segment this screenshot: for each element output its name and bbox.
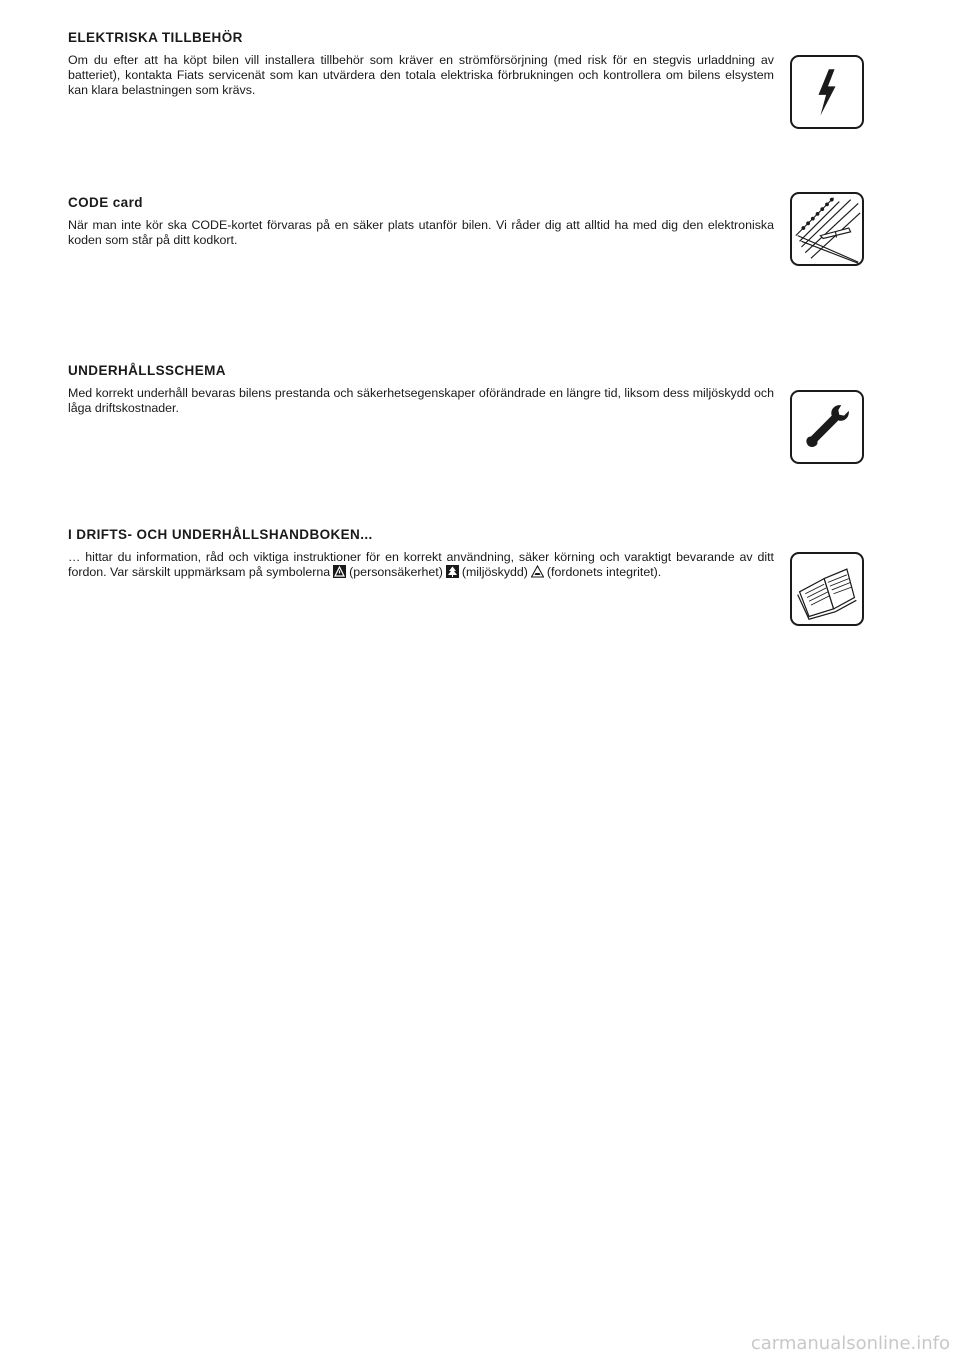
person-safety-icon [333, 565, 346, 578]
text-handbook-part-3: (miljöskydd) [461, 565, 528, 580]
section-code-card [68, 194, 774, 248]
heading-maintenance: UNDERHÅLLSSCHEMA [68, 363, 226, 378]
lightning-icon [790, 55, 864, 129]
section-maintenance [68, 362, 774, 416]
text-code-card: När man inte kör ska CODE-kortet förvaras på en säker plats utanför bilen. Vi råder dig att alltid ha med dig den elektroniska koden som står på ditt kodkort. [68, 218, 774, 248]
text-handbook-part-4: (fordonets integritet). [546, 565, 662, 580]
heading-handbook: I DRIFTS- OCH UNDERHÅLLSHANDBOKEN... [68, 527, 373, 542]
text-maintenance: Med korrekt underhåll bevaras bilens prestanda och säkerhetsegenskaper oförändrade en längre tid, liksom dess miljöskydd och låga driftskostnader. [68, 386, 774, 416]
heading-code-card: CODE card [68, 195, 143, 210]
environment-icon [446, 565, 459, 578]
text-handbook [68, 550, 774, 580]
vehicle-integrity-icon [531, 565, 544, 578]
heading-electrical: ELEKTRISKA TILLBEHÖR [68, 30, 243, 45]
text-handbook-part-1: … hittar du information, råd och viktiga instruktioner för en korrekt användning, säker körning och varaktigt bevarande av ditt fordon. Var särskilt uppmärksam på symbolerna [68, 550, 774, 580]
open-book-icon [790, 552, 864, 626]
text-handbook-part-2: (personsäkerhet) [349, 565, 443, 580]
watermark: carmanualsonline.info [750, 1333, 950, 1354]
wrench-icon [790, 390, 864, 464]
text-electrical: Om du efter att ha köpt bilen vill installera tillbehör som kräver en strömförsörjning (med risk för en stegvis urladdning av batteriet), kontakta Fiats servicenät som kan utvärdera den totala elektriska förbrukningen och kontrollera om bilens elsystem kan klara belastningen som krävs. [68, 53, 774, 98]
section-electrical [68, 29, 774, 99]
notebook-pen-icon [790, 192, 864, 266]
section-handbook [68, 526, 774, 580]
